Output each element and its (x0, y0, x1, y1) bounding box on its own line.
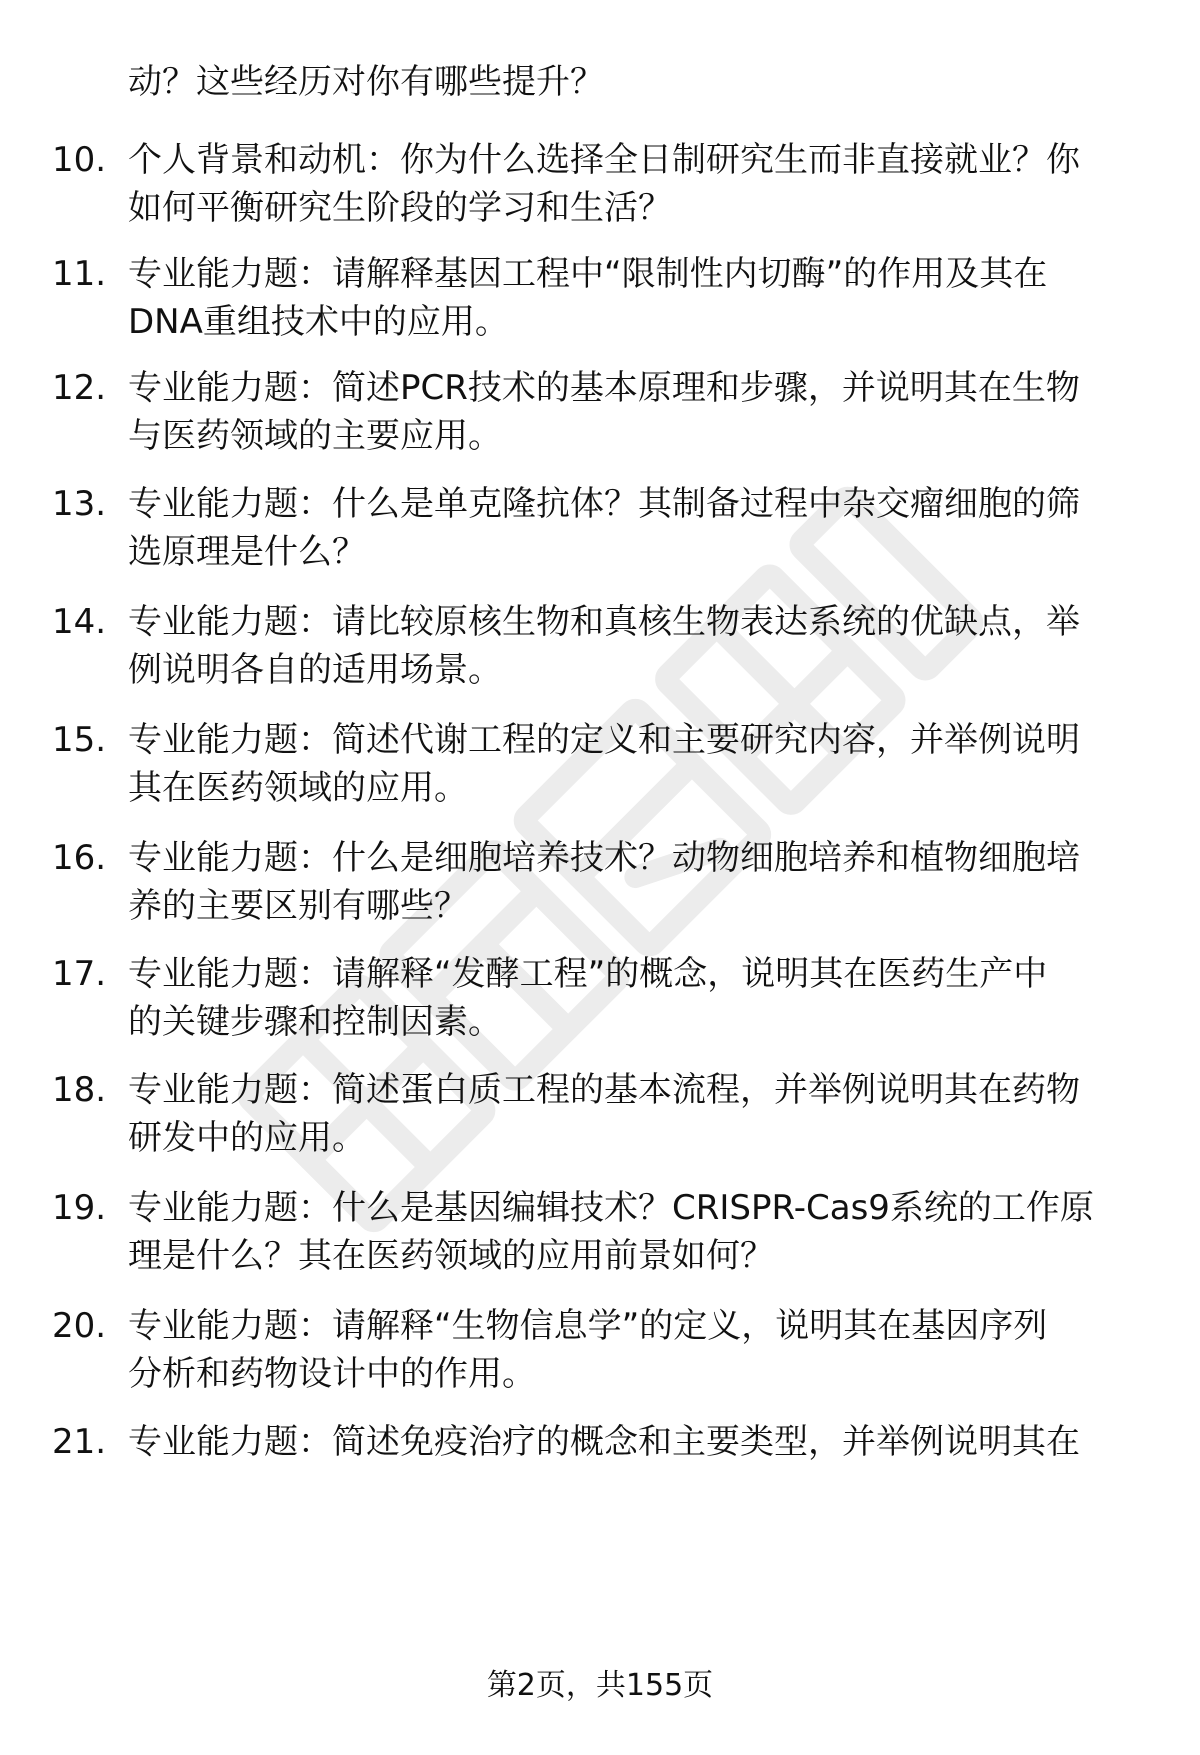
question-text-line2: 其在医药领域的应用。 (128, 768, 468, 808)
question-text-line1: 专业能力题：请解释“发酵工程”的概念，说明其在医药生产中 (128, 954, 1048, 994)
question-number: 17. (52, 954, 107, 994)
question-number: 13. (52, 484, 107, 524)
question-text-line2: 理是什么？其在医药领域的应用前景如何？ (128, 1236, 774, 1276)
question-number: 11. (52, 254, 107, 294)
question-number: 10. (52, 140, 107, 180)
question-text-line1: 专业能力题：简述免疫治疗的概念和主要类型，并举例说明其在 (128, 1422, 1080, 1462)
question-text-line1: 专业能力题：简述PCR技术的基本原理和步骤，并说明其在生物 (128, 368, 1080, 408)
question-number: 12. (52, 368, 107, 408)
question-text-line2: 养的主要区别有哪些？ (128, 886, 468, 926)
continuation-text: 动？这些经历对你有哪些提升？ (128, 62, 604, 102)
question-number: 21. (52, 1422, 107, 1462)
question-text-line1: 专业能力题：什么是单克隆抗体？其制备过程中杂交瘤细胞的筛 (128, 484, 1080, 524)
question-text-line1: 个人背景和动机：你为什么选择全日制研究生而非直接就业？你 (128, 140, 1080, 180)
question-text-line2: 分析和药物设计中的作用。 (128, 1354, 536, 1394)
question-text-line1: 专业能力题：什么是细胞培养技术？动物细胞培养和植物细胞培 (128, 838, 1080, 878)
question-number: 15. (52, 720, 107, 760)
question-text-line2: 的关键步骤和控制因素。 (128, 1002, 502, 1042)
question-number: 18. (52, 1070, 107, 1110)
question-number: 16. (52, 838, 107, 878)
page-footer: 第2页，共155页 (486, 1668, 714, 1703)
question-text-line2: 例说明各自的适用场景。 (128, 650, 502, 690)
question-text-line2: DNA重组技术中的应用。 (128, 302, 509, 342)
question-text-line1: 专业能力题：请比较原核生物和真核生物表达系统的优缺点，举 (128, 602, 1080, 642)
question-text-line2: 选原理是什么？ (128, 532, 366, 572)
question-text-line2: 如何平衡研究生阶段的学习和生活？ (128, 188, 672, 228)
question-text-line2: 与医药领域的主要应用。 (128, 416, 502, 456)
question-text-line1: 专业能力题：简述蛋白质工程的基本流程，并举例说明其在药物 (128, 1070, 1080, 1110)
question-text-line1: 专业能力题：什么是基因编辑技术？CRISPR-Cas9系统的工作原 (128, 1188, 1094, 1228)
question-number: 14. (52, 602, 107, 642)
question-number: 19. (52, 1188, 107, 1228)
question-text-line2: 研发中的应用。 (128, 1118, 366, 1158)
question-number: 20. (52, 1306, 107, 1346)
question-text-line1: 专业能力题：请解释基因工程中“限制性内切酶”的作用及其在 (128, 254, 1048, 294)
question-text-line1: 专业能力题：简述代谢工程的定义和主要研究内容，并举例说明 (128, 720, 1080, 760)
question-text-line1: 专业能力题：请解释“生物信息学”的定义，说明其在基因序列 (128, 1306, 1048, 1346)
